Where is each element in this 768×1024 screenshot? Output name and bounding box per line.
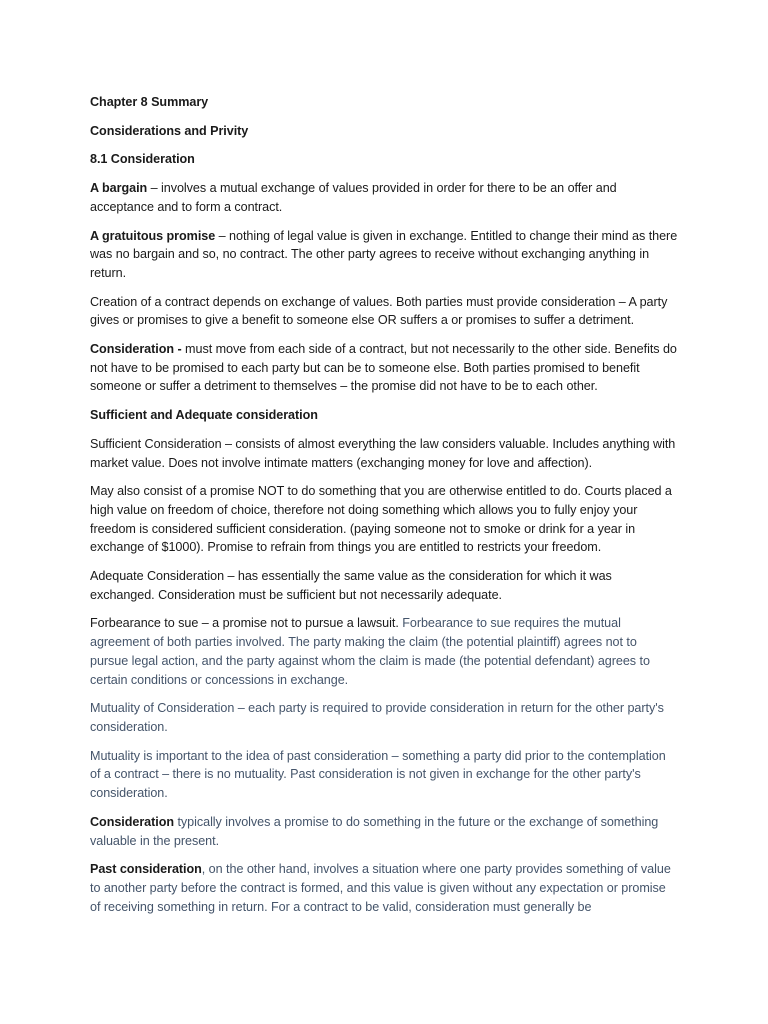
paragraph-creation: Creation of a contract depends on exchange of values. Both parties must provide consideration – A party gives or promises to give a benefit to someone else OR suffers a or promises to suffer a detriment.: [90, 294, 668, 328]
paragraph-forbearance: Forbearance to sue – a promise not to pursue a lawsuit. Forbearance to sue requires the mutual agreement of both parties involved. The party making the claim (the potential plaintiff) agrees not to pursue legal action, and the party against whom the claim is made (the potential defendant) agrees to certain conditions or concessions in exchange.: [90, 616, 650, 687]
section-heading: 8.1 Consideration: [90, 152, 195, 167]
paragraph-bargain: A bargain – involves a mutual exchange of values provided in order for there to be an offer and acceptance and to form a contract.: [90, 181, 617, 214]
paragraph-sufficient: Sufficient Consideration – consists of almost everything the law considers valuable. Includes anything with market value. Does not involve intimate matters (exchanging money for love and affection).: [90, 436, 676, 470]
chapter-subtitle: Considerations and Privity: [90, 123, 249, 138]
paragraph-promise-not: May also consist of a promise NOT to do something that you are otherwise entitled to do. Courts placed a high value on freedom of choice, therefore not doing something which allows you to fully enjoy your freedom is considered sufficient consideration. (paying someone not to smoke or drink for a year in exchange of $1000). Promise to refrain from things you are entitled to restricts your freedom.: [90, 484, 672, 555]
term-consideration-2: Consideration: [90, 814, 175, 829]
paragraph-mutuality-of-consideration: Mutuality of Consideration – each party is required to provide consideration in return for the other party's consideration.: [90, 701, 664, 734]
paragraph-gratuitous-promise: A gratuitous promise – nothing of legal value is given in exchange. Entitled to change their mind as there was no bargain and so, no contract. The other party agrees to receive without exchanging anything in return.: [90, 228, 678, 280]
paragraph-consideration-future: Consideration typically involves a promise to do something in the future or the exchange of something valuable in the present.: [90, 814, 659, 848]
term-consideration: Consideration -: [90, 342, 182, 357]
paragraph-past-consideration: Past consideration, on the other hand, involves a situation where one party provides something of value to another party before the contract is formed, and this value is given without any expectation or promise of receiving something in return. For a contract to be valid, consideration must generally be: [90, 862, 671, 914]
paragraph-adequate: Adequate Consideration – has essentially the same value as the consideration for which it was exchanged. Consideration must be sufficient but not necessarily adequate.: [90, 569, 612, 602]
term-past-consideration: Past consideration: [90, 862, 202, 877]
term-bargain: A bargain: [90, 181, 148, 196]
term-gratuitous-promise: A gratuitous promise: [90, 228, 216, 243]
paragraph-mutuality-past: Mutuality is important to the idea of past consideration – something a party did prior to the contemplation of a contract – there is no mutuality. Past consideration is not given in exchange for the other party's consideration.: [90, 748, 666, 801]
paragraph-consideration: Consideration - must move from each side of a contract, but not necessarily to the other side. Benefits do not have to be promised to each party but can be to someone else. Both parties promised to benefit someone or suffer a detriment to themselves – the promise did not have to be to each other.: [90, 342, 677, 394]
subheading-sufficient-adequate: Sufficient and Adequate consideration: [90, 408, 318, 423]
chapter-title: Chapter 8 Summary: [90, 95, 209, 109]
